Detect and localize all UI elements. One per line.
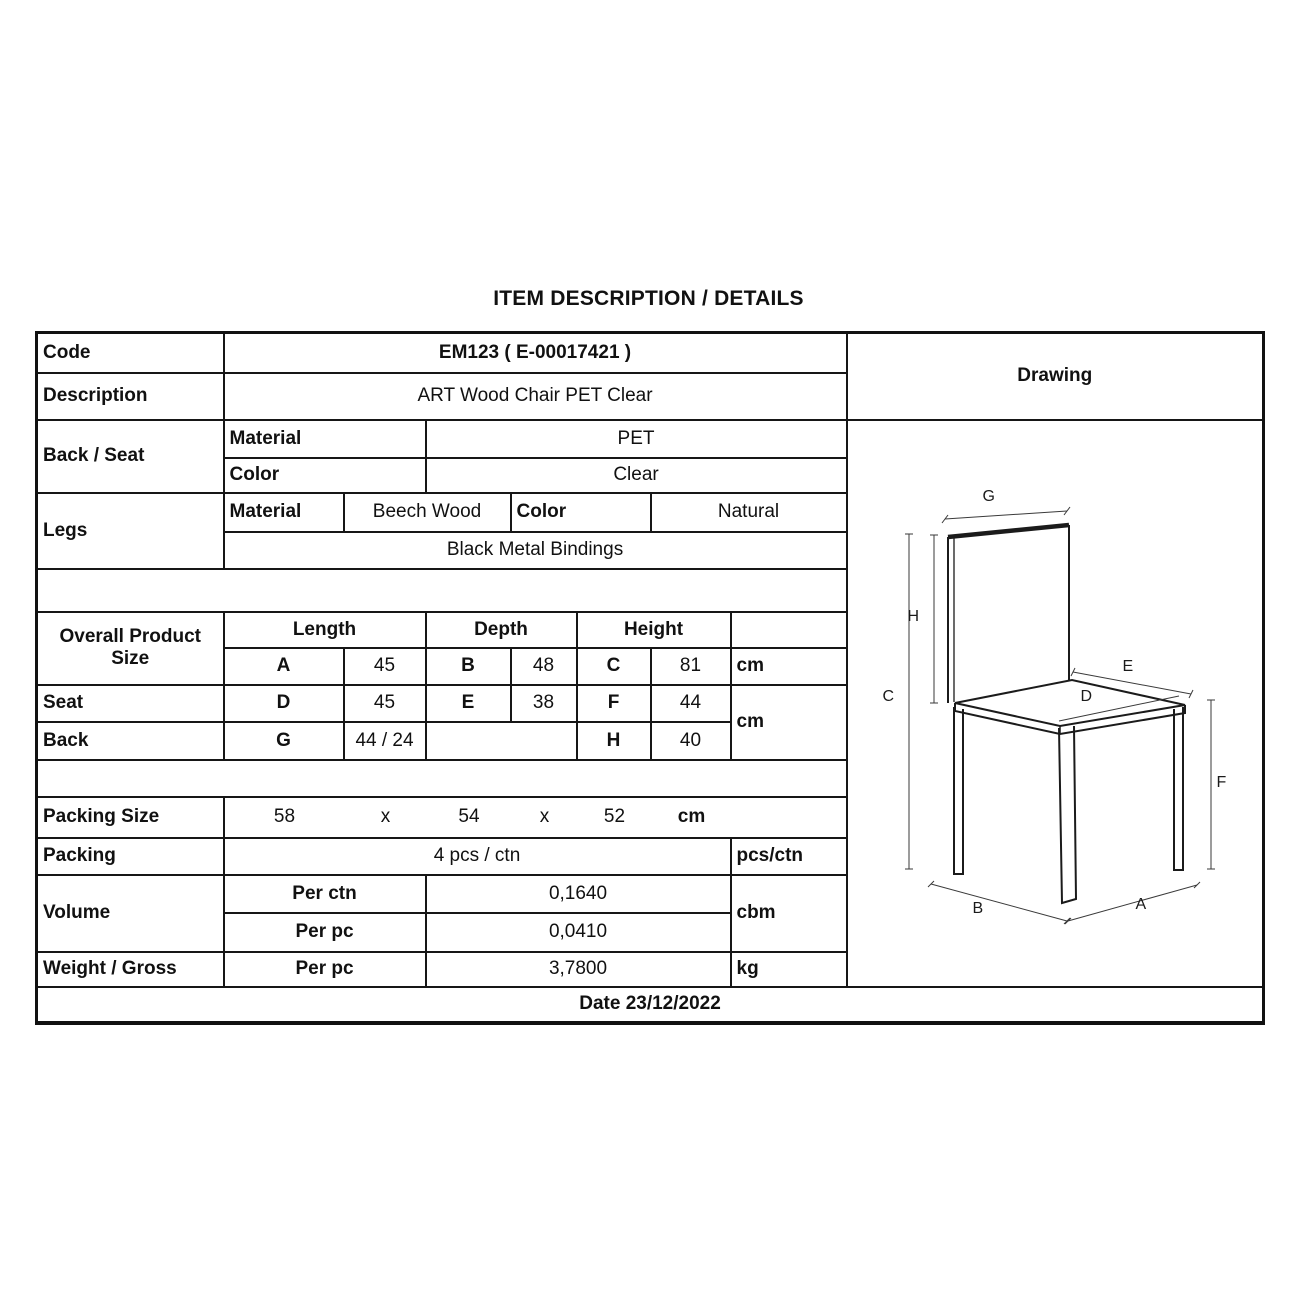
packing-size-values bbox=[224, 797, 847, 838]
description-label: Description bbox=[37, 373, 224, 420]
seat-f-value: 44 bbox=[651, 685, 731, 722]
back-seat-material-value: PET bbox=[426, 420, 847, 458]
size-unit: cm bbox=[731, 648, 847, 685]
legs-material-value: Beech Wood bbox=[344, 493, 511, 532]
volume-unit: cbm bbox=[731, 875, 847, 952]
table-row bbox=[37, 333, 1264, 373]
size-b-key: B bbox=[426, 648, 511, 685]
spacer-row bbox=[37, 760, 847, 797]
legs-color-value: Natural bbox=[651, 493, 847, 532]
dim-label-e: E bbox=[1122, 657, 1134, 675]
volume-per-pc-value: 0,0410 bbox=[426, 913, 731, 952]
size-header-empty-cell bbox=[731, 612, 847, 648]
back-seat-label: Back / Seat bbox=[37, 420, 224, 493]
legs-label: Legs bbox=[37, 493, 224, 569]
packing-size-sep: x bbox=[539, 806, 550, 827]
chair-drawing bbox=[853, 422, 1264, 985]
size-c-value: 81 bbox=[651, 648, 731, 685]
back-g-value: 44 / 24 bbox=[344, 722, 426, 760]
back-h-value: 40 bbox=[651, 722, 731, 760]
packing-size-height: 52 bbox=[603, 806, 626, 827]
seat-d-key: D bbox=[224, 685, 344, 722]
seat-f-key: F bbox=[577, 685, 651, 722]
size-b-value: 48 bbox=[511, 648, 577, 685]
seat-label: Seat bbox=[37, 685, 224, 722]
volume-per-ctn-label: Per ctn bbox=[224, 875, 426, 913]
back-seat-color-value: Clear bbox=[426, 458, 847, 493]
dim-label-g: G bbox=[982, 487, 995, 505]
packing-label: Packing bbox=[37, 838, 224, 875]
back-label: Back bbox=[37, 722, 224, 760]
dim-label-b: B bbox=[972, 899, 984, 917]
chair-line-art bbox=[853, 422, 1264, 985]
table-row bbox=[37, 420, 1264, 458]
weight-per-pc-label: Per pc bbox=[224, 952, 426, 987]
legs-material-label: Material bbox=[224, 493, 344, 532]
packing-size-unit: cm bbox=[677, 806, 706, 827]
weight-label: Weight / Gross bbox=[37, 952, 224, 987]
back-seat-material-label: Material bbox=[224, 420, 426, 458]
packing-value: 4 pcs / ctn bbox=[224, 838, 731, 875]
table-row bbox=[37, 987, 1264, 1023]
dim-label-c: C bbox=[882, 687, 895, 705]
code-label: Code bbox=[37, 333, 224, 373]
packing-size-values-row bbox=[225, 806, 846, 828]
packing-size-length: 58 bbox=[273, 806, 296, 827]
packing-unit: pcs/ctn bbox=[731, 838, 847, 875]
packing-size-depth: 54 bbox=[458, 806, 480, 827]
height-header: Height bbox=[577, 612, 731, 648]
volume-per-ctn-value: 0,1640 bbox=[426, 875, 731, 913]
legs-color-label: Color bbox=[511, 493, 651, 532]
length-header: Length bbox=[224, 612, 426, 648]
page-title: ITEM DESCRIPTION / DETAILS bbox=[493, 287, 804, 310]
code-value: EM123 ( E-00017421 ) bbox=[224, 333, 847, 373]
spacer-row bbox=[37, 569, 847, 612]
dim-label-f: F bbox=[1216, 773, 1227, 791]
overall-size-label: Overall Product Size bbox=[37, 612, 224, 685]
legs-bindings-note: Black Metal Bindings bbox=[224, 532, 847, 569]
back-seat-color-label: Color bbox=[224, 458, 426, 493]
seat-e-key: E bbox=[426, 685, 511, 722]
volume-label: Volume bbox=[37, 875, 224, 952]
size-a-value: 45 bbox=[344, 648, 426, 685]
back-empty-cell bbox=[426, 722, 577, 760]
back-h-key: H bbox=[577, 722, 651, 760]
date-cell: Date 23/12/2022 bbox=[37, 987, 1264, 1023]
packing-size-sep: x bbox=[380, 806, 391, 827]
item-spec-table bbox=[35, 331, 1265, 1025]
size-a-key: A bbox=[224, 648, 344, 685]
drawing-cell bbox=[847, 420, 1264, 987]
depth-header: Depth bbox=[426, 612, 577, 648]
seat-e-value: 38 bbox=[511, 685, 577, 722]
weight-per-pc-value: 3,7800 bbox=[426, 952, 731, 987]
description-value: ART Wood Chair PET Clear bbox=[224, 373, 847, 420]
weight-unit: kg bbox=[731, 952, 847, 987]
dim-label-h: H bbox=[907, 607, 920, 625]
volume-per-pc-label: Per pc bbox=[224, 913, 426, 952]
drawing-header: Drawing bbox=[847, 333, 1264, 420]
seat-d-value: 45 bbox=[344, 685, 426, 722]
packing-size-label: Packing Size bbox=[37, 797, 224, 838]
seat-back-unit: cm bbox=[731, 685, 847, 760]
size-c-key: C bbox=[577, 648, 651, 685]
back-g-key: G bbox=[224, 722, 344, 760]
dim-label-a: A bbox=[1135, 895, 1147, 913]
dim-label-d: D bbox=[1080, 687, 1093, 705]
